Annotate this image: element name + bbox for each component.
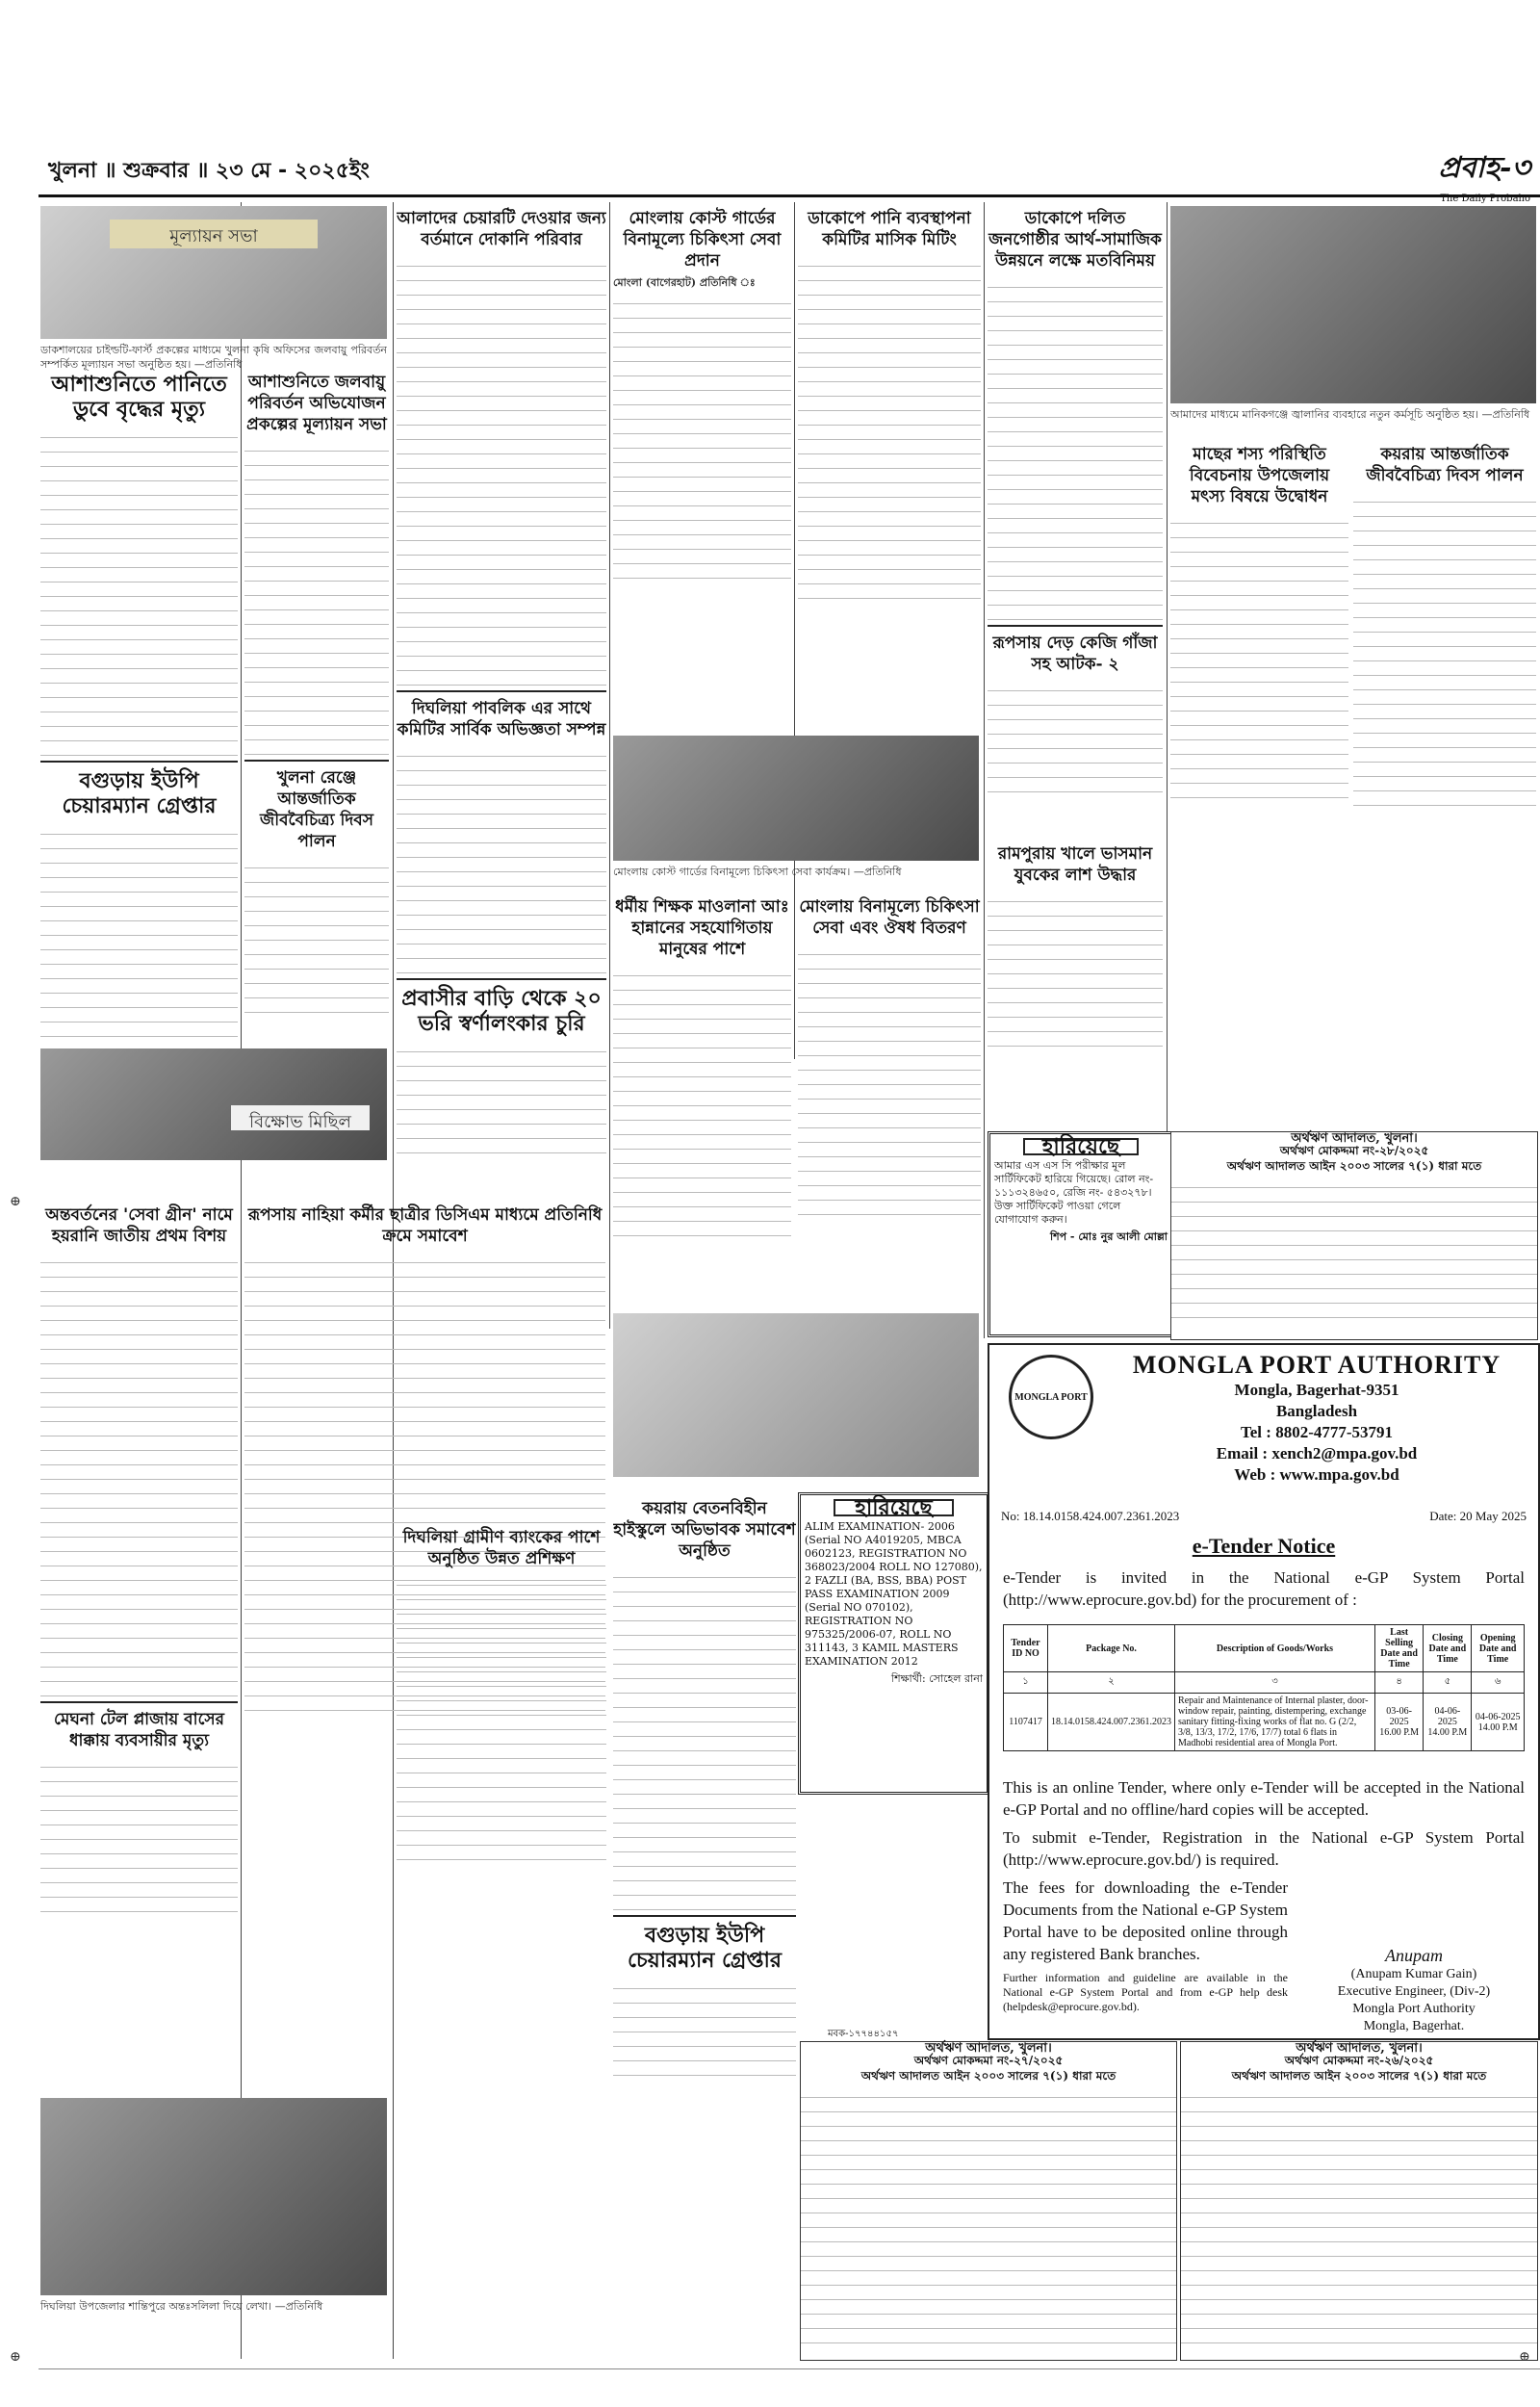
column-divider xyxy=(1167,202,1168,1136)
mpa-logo: MONGLA PORT xyxy=(1009,1355,1093,1439)
idx: ২ xyxy=(1048,1672,1175,1694)
tender-index-row xyxy=(1004,1672,1525,1694)
last-selling: 03-06-2025 16.00 P.M xyxy=(1374,1694,1423,1751)
th-package: Package No. xyxy=(1048,1625,1175,1672)
headline: অন্তবর্তনের 'সেবা গ্রীন' নামে হয়রানি জাতীয় প্রথম বিশয় xyxy=(45,1205,233,1246)
lost-title: হারিয়েছে xyxy=(834,1499,954,1516)
headline: কয়রায় বেতনবিহীন হাইস্কুলে অভিভাবক সমাবেশ অনুষ্ঠিত xyxy=(613,1499,796,1561)
court-act: অর্থঋণ আদালত আইন ২০০৩ সালের ৭(১) ধারা মতে xyxy=(860,2069,1116,2083)
column-divider xyxy=(609,202,610,1329)
court-title: অর্থঋণ আদালত, খুলনা। xyxy=(1291,1131,1418,1146)
opening: 04-06-2025 14.00 P.M xyxy=(1472,1694,1525,1751)
margin-mark: ⊕ xyxy=(10,1194,21,1209)
idx: ৪ xyxy=(1374,1672,1423,1694)
mpa-email: Email : xench2@mpa.gov.bd xyxy=(1216,1444,1418,1462)
mpa-title: e-Tender Notice xyxy=(1192,1534,1336,1558)
photo-caption: ডাকশালয়ের চাইল্ডটি-ফার্স্ট প্রকল্পের মাধ্যমে খুলনা কৃষি অফিসের জলবায়ু পরিবর্তন সম্পর্কিত মূল্যায়ন সভা অনুষ্ঠিত হয়। —প্রতিনিধি xyxy=(40,344,387,371)
court-case: অর্থঋণ মোকদ্দমা নং-২৬/২০২৫ xyxy=(1284,2054,1434,2067)
court-notice-2 xyxy=(800,2041,1177,2361)
headline: বগুড়ায় ইউপি চেয়ারম্যান গ্রেপ্তার xyxy=(62,768,217,818)
headline: আলাদের চেয়ারটি দেওয়ার জন্য বর্তমানে দোকানি পরিবার xyxy=(397,209,606,249)
package-no: 18.14.0158.424.007.2361.2023 xyxy=(1048,1694,1175,1751)
court-title: অর্থঋণ আদালত, খুলনা। xyxy=(925,2041,1052,2056)
headline: রামপুরায় খালে ভাসমান যুবকের লাশ উদ্ধার xyxy=(997,844,1153,885)
court-case: অর্থঋণ মোকদ্দমা নং-২৮/২০২৫ xyxy=(1279,1144,1429,1157)
column-4c xyxy=(613,1492,796,2359)
tender-id: 1107417 xyxy=(1004,1694,1048,1751)
idx: ৩ xyxy=(1175,1672,1375,1694)
photo-caption: দিঘলিয়া উপজেলার শান্তিপুরে অন্তঃসলিলা দিয়ে লেখা। —প্রতিনিধি xyxy=(40,2300,323,2313)
school-meeting-photo xyxy=(613,1313,979,1477)
rally-photo xyxy=(40,1048,387,1160)
rally-photo-block xyxy=(40,1045,387,1160)
tender-table xyxy=(1003,1624,1525,1751)
lost-body: ALIM EXAMINATION- 2006 (Serial NO A4019205, MBCA 0602123, REGISTRATION NO 368023/2004 ROLL NO 127080), 2 FAZLI (BA, BSS, BBA) POST PASS EXAMINATION 2009 (Serial NO 070102), REGISTRATION NO 975325/2006-07, ROLL NO 311143, 3 KAMIL MASTERS EXAMINATION 2012 xyxy=(805,1520,983,1668)
photo-block-4 xyxy=(613,732,979,886)
th-tender-id: Tender ID NO xyxy=(1004,1625,1048,1672)
mpa-para-3: The fees for downloading the e-Tender Documents from the National e-GP System Portal have to be deposited online through any registered Bank branches. xyxy=(1003,1878,1288,1963)
column-divider xyxy=(794,202,795,1059)
headline: রূপসায় দেড় কেজি গাঁজা সহ আটক- ২ xyxy=(992,634,1158,674)
th-description: Description of Goods/Works xyxy=(1175,1625,1375,1672)
logo-subtitle: The Daily Probaho xyxy=(1440,194,1530,204)
margin-mark: ⊕ xyxy=(10,2349,21,2365)
headline: ধর্মীয় শিক্ষক মাওলানা আঃ হান্নানের সহযোগিতায় মানুষের পাশে xyxy=(615,897,789,959)
photo-block-4b xyxy=(613,1309,979,1483)
th-closing: Closing Date and Time xyxy=(1424,1625,1472,1672)
photo-block-7 xyxy=(1170,202,1536,433)
closing: 04-06-2025 14.00 P.M xyxy=(1424,1694,1472,1751)
tender-row xyxy=(1004,1694,1525,1751)
tender-header-row xyxy=(1004,1625,1525,1672)
description: Repair and Maintenance of Internal plaster, door-window repair, painting, distempering, exchange sanitary fitting-fixing works of flat no. G (2/2, 3/8, 13/3, 17/2, 17/6, 17/7) total 6 flats in Madhobi residential area of Mongla Port. xyxy=(1175,1694,1375,1751)
column-2 xyxy=(244,366,389,1021)
headline: মেঘনা টেল প্লাজায় বাসের ধাক্কায় ব্যবসায়ীর মৃত্যু xyxy=(54,1710,224,1750)
newspaper-logo xyxy=(1438,144,1530,204)
court-act: অর্থঋণ আদালত আইন ২০০৩ সালের ৭(১) ধারা মতে xyxy=(1226,1159,1482,1173)
photo-caption: মোংলায় কোস্ট গার্ডের বিনামূল্যে চিকিৎসা সেবা কার্যক্রম। —প্রতিনিধি xyxy=(613,866,902,878)
court-act: অর্থঋণ আদালত আইন ২০০৩ সালের ৭(১) ধারা মতে xyxy=(1231,2069,1487,2083)
headline: ডাকোপে পানি ব্যবস্থাপনা কমিটির মাসিক মিটিং xyxy=(808,209,971,249)
mpa-header xyxy=(1105,1351,1528,1486)
photo-banner: মূল্যায়ন সভা xyxy=(110,220,318,248)
dateline: খুলনা ॥ শুক্রবার ॥ ২৩ মে - ২০২৫ইং xyxy=(48,159,370,183)
headline: রূপসায় নাহিয়া কর্মীর ছাত্রীর ডিসিএম মাধ্যমে প্রতিনিধি ক্রমে সমাবেশ xyxy=(247,1205,603,1246)
column-5b xyxy=(798,891,981,1305)
idx: ৬ xyxy=(1472,1672,1525,1694)
signature-mark: Anupam xyxy=(1385,1946,1443,1965)
medical-camp-photo xyxy=(613,736,979,861)
headline: আশাশুনিতে জলবায়ু পরিবর্তন অভিযোজন প্রকল্পের মূল্যায়ন সভা xyxy=(246,373,387,434)
mpa-name: MONGLA PORT AUTHORITY xyxy=(1132,1351,1502,1379)
signer-designation: Executive Engineer, (Div-2) xyxy=(1337,1984,1491,1999)
th-opening: Opening Date and Time xyxy=(1472,1625,1525,1672)
mpa-tender-notice xyxy=(988,1343,1540,2040)
column-4b xyxy=(613,891,791,1305)
headline: খুলনা রেঞ্জে আন্তর্জাতিক জীববৈচিত্র্য দিবস পালন xyxy=(260,768,373,851)
headline: ডাকোপে দলিত জনগোষ্ঠীর আর্থ-সামাজিক উন্নয়নে লক্ষে মতবিনিময় xyxy=(988,209,1162,271)
court-notice-1 xyxy=(1170,1131,1538,1340)
logo-text: প্রবাহ-৩ xyxy=(1438,151,1530,185)
column-5 xyxy=(798,202,981,732)
headline: প্রবাসীর বাড়ি থেকে ২০ ভরি স্বর্ণালংকার চুরি xyxy=(401,986,602,1036)
page-header xyxy=(38,144,1540,204)
headline: মোংলায় কোস্ট গার্ডের বিনামূল্যে চিকিৎসা সেবা প্রদান xyxy=(623,209,782,271)
headline: আশাশুনিতে পানিতে ডুবে বৃদ্ধের মৃত্যু xyxy=(51,372,227,422)
mpa-signature xyxy=(1303,1947,1525,2035)
column-6 xyxy=(988,202,1163,828)
idx: ৫ xyxy=(1424,1672,1472,1694)
headline: মোংলায় বিনামূল্যে চিকিৎসা সেবা এবং ঔষধ বিতরণ xyxy=(799,897,980,938)
mpa-address: Mongla, Bagerhat-9351 xyxy=(1234,1381,1399,1399)
photo-caption: আমাদের মাধ্যমে মানিকগঞ্জে জ্বালানির ব্যবহারে নতুন কর্মসূচি অনুষ্ঠিত হয়। —প্রতিনিধি xyxy=(1170,408,1530,421)
lost-notice-2 xyxy=(988,1131,1174,1337)
lost-title: হারিয়েছে xyxy=(1023,1138,1139,1155)
mpa-para-4: Further information and guideline are available in the National e-GP System Portal and from e-GP help desk (helpdesk@eprocure.gov.bd). xyxy=(1003,1971,1288,2013)
headline: মাছের শস্য পরিস্থিতি বিবেচনায় উপজেলায় মৎস্য বিষয়ে উদ্বোধন xyxy=(1189,445,1330,506)
lost-body: আমার এস এস সি পরীক্ষার মূল সার্টিফিকেট হারিয়ে গিয়েছে। রোল নং- ১১১৩২৪৬৫০, রেজি নং- ৫৪৩২৭৮। উক্ত সার্টিফিকেট পাওয়া গেলে যোগাযোগ করুন। xyxy=(994,1159,1154,1226)
lost-sign: শিপ - মোঃ নুর আলী মোল্লা xyxy=(1049,1230,1168,1243)
byline: মোংলা (বাগেরহাট) প্রতিনিধি ঃ xyxy=(613,276,756,289)
column-divider xyxy=(984,202,985,1338)
court-notice-3 xyxy=(1180,2041,1538,2361)
column-3b xyxy=(397,1521,606,2291)
event-photo xyxy=(1170,206,1536,403)
court-title: অর্থঋণ আদালত, খুলনা। xyxy=(1296,2041,1423,2056)
signer-place: Mongla, Bagerhat. xyxy=(1363,2019,1465,2033)
column-7b xyxy=(1353,438,1536,1112)
mpa-para-1: This is an online Tender, where only e-Tender will be accepted in the National e-GP Portal and no offline/hard copies will be accepted. xyxy=(1003,1778,1525,1819)
headline: দিঘলিয়া গ্রামীণ ব্যাংকের পাশে অনুষ্ঠিত উন্নত প্রশিক্ষণ xyxy=(402,1528,601,1568)
idx: ১ xyxy=(1004,1672,1048,1694)
meeting-photo xyxy=(40,206,387,339)
th-last-selling: Last Selling Date and Time xyxy=(1374,1625,1423,1672)
headline: দিঘলিয়া পাবলিক এর সাথে কমিটির সার্বিক অভিজ্ঞতা সম্পন্ন xyxy=(397,699,606,739)
column-6b xyxy=(988,838,1163,1117)
lost-sign: শিক্ষার্থী: সোহেল রানা xyxy=(890,1672,983,1685)
signer-org: Mongla Port Authority xyxy=(1352,2002,1476,2016)
footer-rule xyxy=(38,2368,1540,2369)
mpa-country: Bangladesh xyxy=(1275,1402,1358,1420)
mpa-tel: Tel : 8802-4777-53791 xyxy=(1240,1423,1394,1441)
mpa-date: Date: 20 May 2025 xyxy=(1429,1509,1527,1523)
ad-ref: মবক-১৭৭৪৪১৫৭ xyxy=(828,2029,899,2039)
margin-mark: ⊕ xyxy=(1519,2349,1530,2365)
mpa-ref: No: 18.14.0158.424.007.2361.2023 xyxy=(1001,1509,1180,1523)
court-case: অর্থঋণ মোকদ্দমা নং-২৭/২০২৫ xyxy=(913,2054,1064,2067)
column-7a xyxy=(1170,438,1348,1112)
lost-notice-1 xyxy=(798,1492,989,1795)
mpa-web: Web : www.mpa.gov.bd xyxy=(1234,1465,1399,1484)
mpa-intro: e-Tender is invited in the National e-GP System Portal (http://www.eprocure.gov.bd) for the procurement of : xyxy=(1003,1568,1525,1609)
headline: কয়রায় আন্তর্জাতিক জীববৈচিত্র্য দিবস পালন xyxy=(1366,445,1524,485)
photo-banner: বিক্ষোভ মিছিল xyxy=(231,1105,370,1130)
column-3 xyxy=(397,202,606,1165)
headline: বগুড়ায় ইউপি চেয়ারম্যান গ্রেপ্তার xyxy=(628,1923,782,1973)
column-4 xyxy=(613,202,791,780)
signer-name: (Anupam Kumar Gain) xyxy=(1350,1967,1477,1981)
mpa-para-2: To submit e-Tender, Registration in the National e-GP System Portal (http://www.eprocure.gov.bd/) is required. xyxy=(1003,1828,1525,1869)
